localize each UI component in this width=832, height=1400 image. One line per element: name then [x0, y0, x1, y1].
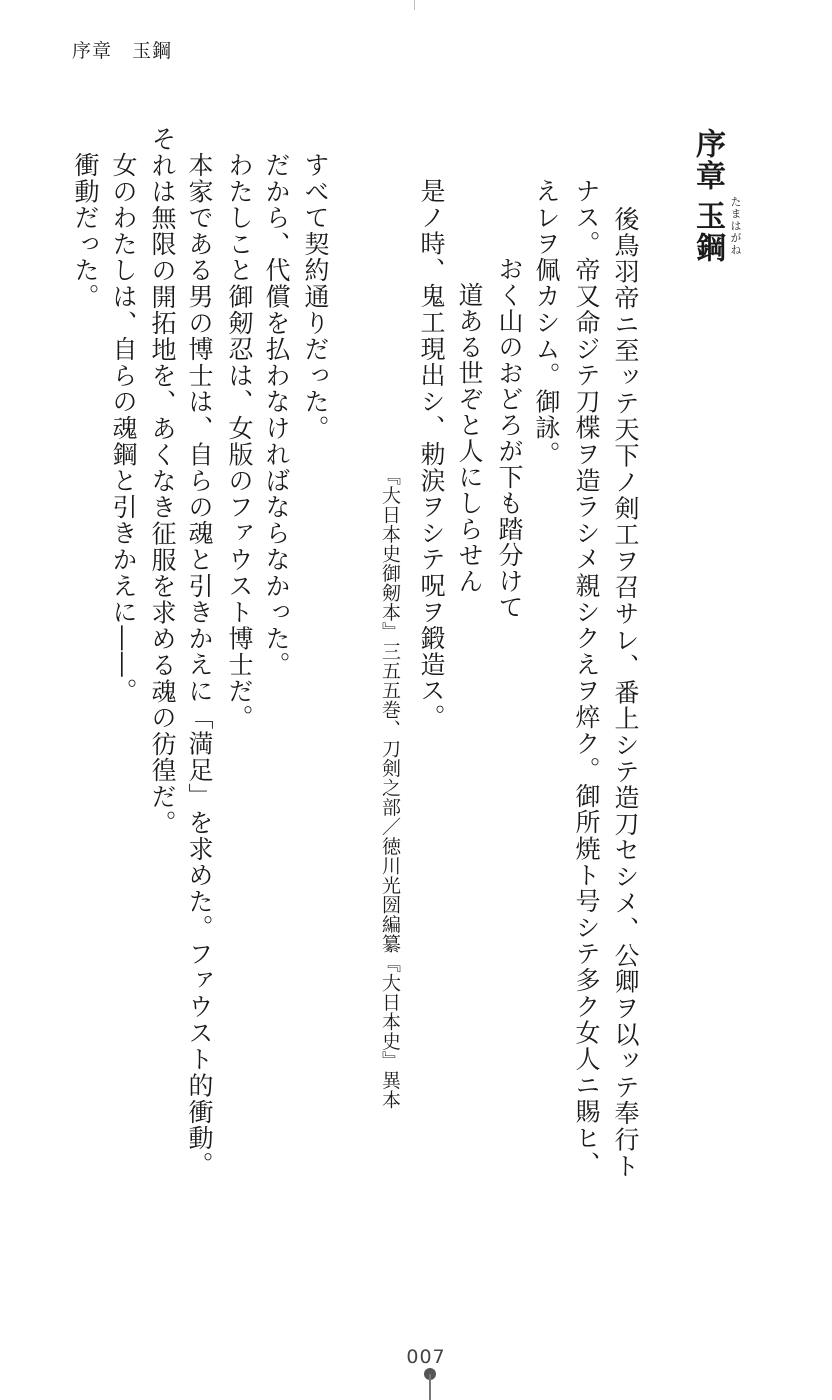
epigraph-source: 『大日本史御剱本』三五五巻、刀剣之部／徳川光圀編纂『大日本史』異本 — [379, 466, 401, 1110]
poem-line-1: おく山のおどろが下も踏分けて — [495, 256, 524, 620]
narrative-line-1: すべて契約通りだった。 — [301, 152, 330, 442]
poem-line-2: 道ある世ぞと人にしらせん — [455, 282, 484, 594]
chapter-title: 玉鋼 — [690, 200, 725, 264]
epigraph-line-3: えレヲ佩カシム。御詠。 — [532, 178, 561, 468]
crop-mark — [414, 0, 415, 10]
chapter-label: 序章 — [690, 128, 725, 192]
epigraph-closing: 是ノ時、鬼工現出シ、勅涙ヲシテ呪ヲ鍛造ス。 — [417, 178, 446, 731]
narrative-line-5: それは無限の開拓地を、あくなき征服を求める魂の彷徨だ。 — [148, 126, 177, 837]
running-head: 序章 玉鋼 — [72, 40, 173, 62]
folio-stem — [429, 1374, 431, 1400]
epigraph-line-2: ナス。帝又命ジテ刀楪ヲ造ラシメ親シクえヲ焠ク。御所焼ト号シテ多ク女人ニ賜ヒ、 — [572, 178, 601, 1178]
epigraph-line-1: 後鳥羽帝ニ至ッテ天下ノ剣工ヲ召サレ、番上シテ造刀セシメ、公卿ヲ以ッテ奉行ト — [611, 206, 640, 1180]
narrative-line-3: わたしこと御剱忍は、女版のファウスト博士だ。 — [225, 152, 254, 731]
narrative-line-2: だから、代償を払わなければならなかった。 — [262, 152, 291, 678]
folio-marker — [422, 1368, 438, 1400]
narrative-line-4: 本家である男の博士は、自らの魂と引きかえに「満足」を求めた。ファウスト的衝動。 — [185, 152, 214, 1178]
narrative-line-7: 衝動だった。 — [71, 152, 100, 310]
page-number: 007 — [406, 1346, 446, 1368]
narrative-line-6: 女のわたしは、自らの魂鋼と引きかえに――。 — [109, 152, 138, 705]
chapter-title-ruby: たまはがね — [729, 196, 742, 256]
